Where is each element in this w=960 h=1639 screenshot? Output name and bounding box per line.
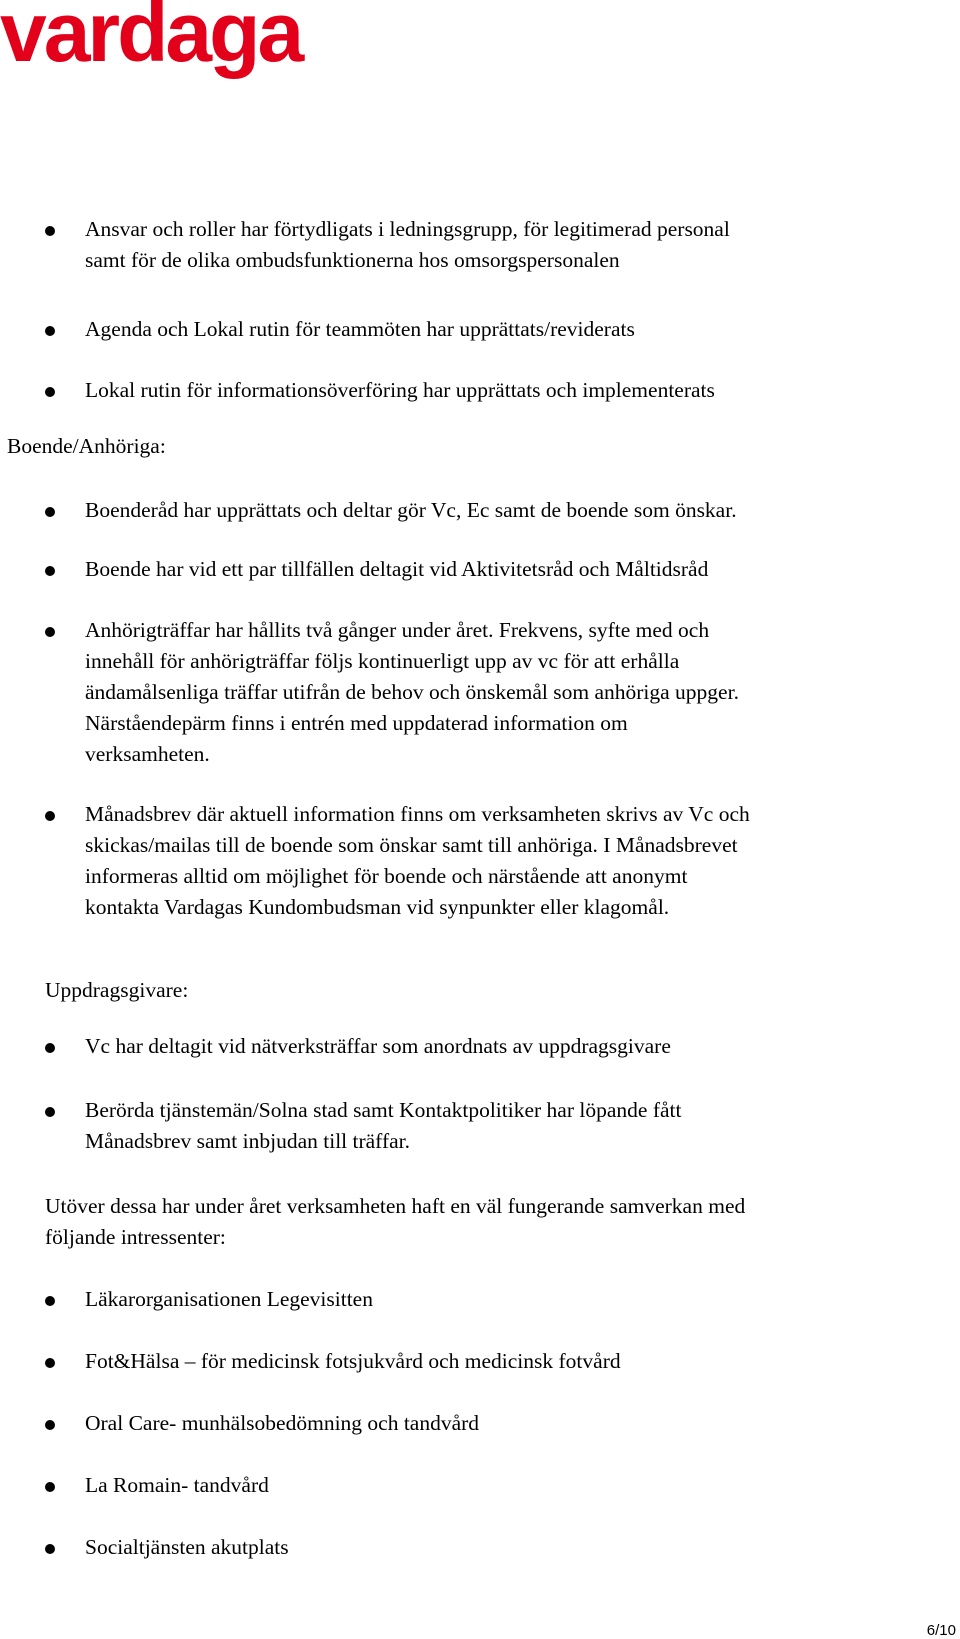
list-item-line: Anhörigträffar har hållits två gånger under året. Frekvens, syfte med och — [85, 618, 710, 642]
bullet-icon — [45, 1544, 55, 1554]
vardaga-logo: vardaga — [0, 0, 302, 79]
section-heading-uppdragsgivare: Uppdragsgivare: — [45, 978, 189, 1002]
bullet-icon — [45, 1482, 55, 1492]
paragraph-line: Utöver dessa har under året verksamheten haft en väl fungerande samverkan med — [45, 1194, 746, 1218]
bullet-icon — [45, 326, 55, 336]
list-item-line: verksamheten. — [85, 742, 210, 766]
bullet-icon — [45, 566, 55, 576]
bullet-icon — [45, 811, 55, 821]
list-item-line: Ansvar och roller har förtydligats i ledningsgrupp, för legitimerad personal — [85, 217, 730, 241]
section-heading-boende: Boende/Anhöriga: — [7, 434, 166, 458]
list-item-line: Boenderåd har upprättats och deltar gör Vc, Ec samt de boende som önskar. — [85, 498, 737, 522]
bullet-icon — [45, 387, 55, 397]
list-item-line: La Romain- tandvård — [85, 1473, 269, 1497]
bullet-icon — [45, 1358, 55, 1368]
list-item-line: Läkarorganisationen Legevisitten — [85, 1287, 373, 1311]
list-item-line: informeras alltid om möjlighet för boende och närstående att anonymt — [85, 864, 688, 888]
list-item-line: innehåll för anhörigträffar följs kontinuerligt upp av vc för att erhålla — [85, 649, 680, 673]
list-item-line: Oral Care- munhälsobedömning och tandvård — [85, 1411, 480, 1435]
bullet-icon — [45, 627, 55, 637]
bullet-icon — [45, 1043, 55, 1053]
list-item-line: kontakta Vardagas Kundombudsman vid synpunkter eller klagomål. — [85, 895, 670, 919]
list-item-line: Boende har vid ett par tillfällen deltagit vid Aktivitetsråd och Måltidsråd — [85, 557, 709, 581]
bullet-icon — [45, 1420, 55, 1430]
bullet-icon — [45, 1296, 55, 1306]
bullet-icon — [45, 1107, 55, 1117]
paragraph-line: följande intressenter: — [45, 1225, 226, 1249]
bullet-icon — [45, 507, 55, 517]
page-number: 6/10 — [926, 1622, 956, 1639]
list-item-line: Vc har deltagit vid nätverksträffar som anordnats av uppdragsgivare — [85, 1034, 671, 1058]
list-item-line: ändamålsenliga träffar utifrån de behov och önskemål som anhöriga uppger. — [85, 680, 739, 704]
list-item-line: samt för de olika ombudsfunktionerna hos omsorgspersonalen — [85, 248, 620, 272]
list-item-line: Lokal rutin för informationsöverföring har upprättats och implementerats — [85, 378, 715, 402]
list-item-line: Agenda och Lokal rutin för teammöten har upprättats/reviderats — [85, 317, 635, 341]
bullet-icon — [45, 226, 55, 236]
list-item-line: Socialtjänsten akutplats — [85, 1535, 289, 1559]
list-item-line: Berörda tjänstemän/Solna stad samt Kontaktpolitiker har löpande fått — [85, 1098, 682, 1122]
list-item-line: Månadsbrev där aktuell information finns om verksamheten skrivs av Vc och — [85, 802, 750, 826]
list-item-line: Månadsbrev samt inbjudan till träffar. — [85, 1129, 411, 1153]
list-item-line: skickas/mailas till de boende som önskar samt till anhöriga. I Månadsbrevet — [85, 833, 738, 857]
list-item-line: Fot&Hälsa – för medicinsk fotsjukvård och medicinsk fotvård — [85, 1349, 621, 1373]
list-item-line: Närståendepärm finns i entrén med uppdaterad information om — [85, 711, 628, 735]
